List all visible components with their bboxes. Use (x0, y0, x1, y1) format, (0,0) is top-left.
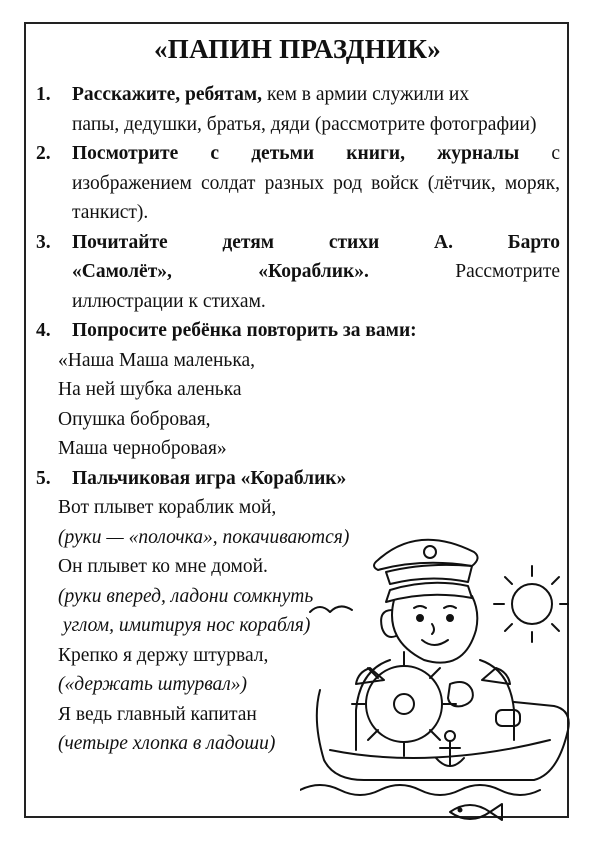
item-lead: Расскажите, ребятам, (72, 84, 263, 105)
seagull-icon (310, 606, 352, 612)
game-line: Крепко я держу штурвал, (58, 644, 269, 666)
page-title: «ПАПИН ПРАЗДНИК» (153, 34, 441, 64)
item-text: с (519, 143, 560, 164)
game-instruction: (руки вперед, ладони сомкнуть (58, 585, 314, 607)
item-number: 4. (36, 320, 51, 341)
game-instruction: углом, имитируя нос корабля) (58, 615, 311, 636)
list-item-1 (36, 80, 560, 110)
anchor-icon (436, 731, 464, 766)
poem-line: Маша чернобровая» (58, 438, 227, 459)
game-line: Вот плывет кораблик мой, (58, 497, 277, 518)
item-number: 3. (36, 231, 51, 253)
fish-icon (450, 804, 502, 820)
item-lead: Пальчиковая игра «Кораблик» (72, 467, 347, 489)
waves (300, 785, 540, 795)
item-continuation: изображением солдат разных род войск (лётчик, моряк, танкист). (72, 172, 560, 223)
poem-line: Опушка бобровая, (58, 408, 211, 430)
item-number: 5. (36, 467, 51, 489)
game-line: Он плывет ко мне домой. (58, 556, 268, 577)
poem-line: На ней шубка аленька (58, 379, 242, 400)
item-number: 1. (36, 84, 51, 105)
item-number: 2. (36, 143, 51, 164)
item-continuation: папы, дедушки, братья, дяди (рассмотрите фотографии) (72, 113, 537, 135)
item-lead-titles: «Самолёт», «Кораблик». (72, 261, 369, 282)
game-instruction: («держать штурвал») (58, 674, 248, 695)
game-instruction: (руки — «полочка», покачиваются) (58, 526, 350, 548)
item-continuation: иллюстрации к стихам. (72, 290, 266, 312)
item-text: Рассмотрите (368, 261, 561, 282)
poem-line: «Наша Маша маленька, (58, 349, 256, 371)
sailor-boat-illustration (300, 500, 570, 830)
item-lead: Попросите ребёнка повторить за вами: (72, 320, 417, 341)
captain-cap (374, 540, 478, 602)
list-item-5 (36, 464, 560, 494)
sun-icon (494, 566, 568, 642)
list-item-3 (36, 228, 560, 258)
poem-block (36, 346, 560, 464)
boy-hand (448, 682, 473, 706)
item-text: кем в армии служили их (262, 84, 470, 105)
steering-wheel-icon (352, 652, 456, 756)
game-line: Я ведь главный капитан (58, 703, 257, 725)
list-item-2 (36, 139, 560, 169)
item-lead: Почитайте детям стихи А. Барто (72, 231, 560, 253)
boy-face (381, 596, 477, 663)
list-item-4 (36, 316, 560, 346)
item-lead: Посмотрите с детьми книги, журналы (72, 143, 520, 164)
game-instruction: (четыре хлопка в ладоши) (58, 733, 276, 754)
